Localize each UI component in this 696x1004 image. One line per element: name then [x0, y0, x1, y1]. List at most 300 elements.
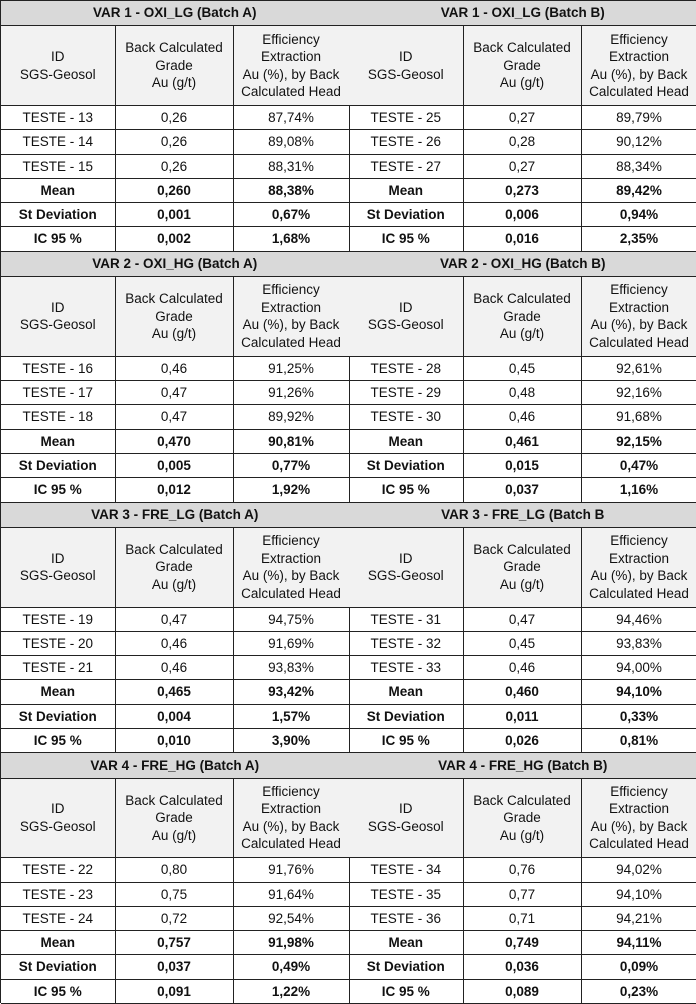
stat-value: 0,260 — [115, 178, 233, 202]
header-line: Back Calculated — [125, 541, 223, 557]
stat-value: 88,38% — [233, 178, 349, 202]
table-title: VAR 1 - OXI_LG (Batch B) — [349, 1, 696, 26]
header-line: Grade — [503, 810, 541, 826]
cell: 0,26 — [115, 130, 233, 154]
table-row — [1, 858, 349, 882]
header-line: Efficiency — [610, 31, 668, 47]
cell: 94,02% — [581, 858, 696, 882]
header-line: Au (g/t) — [151, 75, 197, 91]
table-row — [349, 381, 696, 405]
stat-value: 0,001 — [115, 203, 233, 227]
header-line: Back Calculated — [473, 541, 571, 557]
stat-value: 3,90% — [233, 728, 349, 752]
header-line: SGS-Geosol — [367, 568, 444, 584]
table-row — [349, 405, 696, 429]
cell: TESTE - 19 — [1, 607, 115, 631]
cell: 0,47 — [115, 607, 233, 631]
variant-block — [1, 503, 349, 754]
cell: 0,76 — [463, 858, 581, 882]
table-row — [349, 631, 696, 655]
table-row — [349, 130, 696, 154]
stat-row — [349, 453, 696, 477]
cell: 0,80 — [115, 858, 233, 882]
stat-value: 0,47% — [581, 453, 696, 477]
stat-row — [1, 453, 349, 477]
table-row — [349, 356, 696, 380]
header-line: Calculated Head — [241, 334, 341, 350]
stat-value: 89,42% — [581, 178, 696, 202]
stat-label: St Deviation — [349, 704, 463, 728]
stat-value: 0,81% — [581, 728, 696, 752]
variant-block — [349, 1, 696, 252]
header-line: SGS-Geosol — [19, 818, 96, 834]
cell: TESTE - 36 — [349, 906, 463, 930]
stat-value: 1,16% — [581, 478, 696, 502]
stat-value: 0,09% — [581, 955, 696, 979]
header-line: Au (g/t) — [499, 827, 545, 843]
header-line: Au (%), by Back — [590, 317, 688, 333]
header-id — [349, 778, 463, 858]
cell: 89,79% — [581, 106, 696, 130]
header-efficiency — [233, 778, 349, 858]
stat-label: IC 95 % — [349, 728, 463, 752]
header-line: Au (g/t) — [499, 326, 545, 342]
header-line: Au (g/t) — [499, 75, 545, 91]
cell: TESTE - 18 — [1, 405, 115, 429]
stat-value: 0,465 — [115, 680, 233, 704]
stat-value: 0,460 — [463, 680, 581, 704]
cell: 89,92% — [233, 405, 349, 429]
variant-block — [349, 753, 696, 1004]
table-title: VAR 4 - FRE_HG (Batch A) — [1, 753, 349, 778]
stat-value: 0,470 — [115, 429, 233, 453]
stat-row — [349, 704, 696, 728]
cell: 90,12% — [581, 130, 696, 154]
cell: 0,77 — [463, 882, 581, 906]
cell: 92,16% — [581, 381, 696, 405]
header-line: ID — [51, 801, 65, 817]
cell: 0,46 — [463, 656, 581, 680]
stat-label: St Deviation — [1, 203, 115, 227]
table-row — [1, 130, 349, 154]
stat-value: 0,011 — [463, 704, 581, 728]
header-grade — [463, 778, 581, 858]
stat-row — [349, 429, 696, 453]
stat-value: 94,10% — [581, 680, 696, 704]
stat-row — [349, 178, 696, 202]
table-row — [349, 656, 696, 680]
variant-block — [1, 1, 349, 252]
cell: 88,31% — [233, 154, 349, 178]
stat-label: IC 95 % — [349, 227, 463, 251]
stat-label: St Deviation — [1, 453, 115, 477]
header-line: Back Calculated — [473, 792, 571, 808]
header-line: Efficiency — [610, 783, 668, 799]
stat-row — [1, 979, 349, 1003]
stat-row — [1, 203, 349, 227]
stat-label: Mean — [1, 680, 115, 704]
stat-value: 0,089 — [463, 979, 581, 1003]
cell: TESTE - 27 — [349, 154, 463, 178]
header-line: Grade — [155, 559, 193, 575]
header-line: Grade — [503, 57, 541, 73]
cell: 0,71 — [463, 906, 581, 930]
cell: TESTE - 33 — [349, 656, 463, 680]
header-line: Back Calculated — [473, 291, 571, 307]
cell: 91,68% — [581, 405, 696, 429]
cell: 92,61% — [581, 356, 696, 380]
cell: 0,47 — [463, 607, 581, 631]
header-line: ID — [51, 299, 65, 315]
stat-label: Mean — [1, 178, 115, 202]
cell: 0,46 — [463, 405, 581, 429]
header-line: Extraction — [260, 299, 322, 315]
cell: 94,10% — [581, 882, 696, 906]
stat-label: Mean — [349, 680, 463, 704]
stat-value: 93,42% — [233, 680, 349, 704]
stat-label: IC 95 % — [1, 728, 115, 752]
header-line: Efficiency — [610, 533, 668, 549]
header-line: Grade — [503, 559, 541, 575]
cell: 91,69% — [233, 631, 349, 655]
header-line: Extraction — [260, 550, 322, 566]
cell: TESTE - 20 — [1, 631, 115, 655]
header-line: Back Calculated — [473, 40, 571, 56]
stat-value: 0,67% — [233, 203, 349, 227]
header-line: Grade — [155, 810, 193, 826]
header-line: Calculated Head — [241, 84, 341, 100]
cell: 94,75% — [233, 607, 349, 631]
table-row — [1, 656, 349, 680]
cell: TESTE - 23 — [1, 882, 115, 906]
stat-value: 0,010 — [115, 728, 233, 752]
header-id — [1, 277, 115, 357]
table-row — [1, 882, 349, 906]
cell: 0,47 — [115, 381, 233, 405]
stat-value: 92,15% — [581, 429, 696, 453]
table-row — [1, 405, 349, 429]
cell: 0,26 — [115, 106, 233, 130]
cell: TESTE - 21 — [1, 656, 115, 680]
cell: TESTE - 22 — [1, 858, 115, 882]
stat-value: 1,22% — [233, 979, 349, 1003]
stat-label: Mean — [1, 429, 115, 453]
cell: TESTE - 16 — [1, 356, 115, 380]
header-efficiency — [233, 277, 349, 357]
stat-row — [349, 955, 696, 979]
header-line: ID — [399, 49, 413, 65]
header-line: Calculated Head — [241, 585, 341, 601]
variant-table — [1, 503, 350, 754]
stat-value: 0,77% — [233, 453, 349, 477]
stat-row — [1, 429, 349, 453]
cell: TESTE - 30 — [349, 405, 463, 429]
variant-table — [349, 503, 696, 754]
header-line: Au (g/t) — [151, 326, 197, 342]
header-line: Efficiency — [262, 783, 320, 799]
cell: 91,26% — [233, 381, 349, 405]
stat-value: 0,091 — [115, 979, 233, 1003]
stat-value: 0,037 — [115, 955, 233, 979]
header-line: SGS-Geosol — [19, 317, 96, 333]
header-line: Back Calculated — [125, 291, 223, 307]
variant-block — [1, 252, 349, 503]
header-line: SGS-Geosol — [19, 66, 96, 82]
table-row — [349, 906, 696, 930]
table-row — [1, 106, 349, 130]
stat-value: 1,92% — [233, 478, 349, 502]
cell: 0,45 — [463, 631, 581, 655]
cell: 0,46 — [115, 356, 233, 380]
header-line: SGS-Geosol — [367, 66, 444, 82]
cell: 91,76% — [233, 858, 349, 882]
cell: TESTE - 24 — [1, 906, 115, 930]
stat-row — [1, 478, 349, 502]
stat-label: St Deviation — [349, 453, 463, 477]
table-title: VAR 1 - OXI_LG (Batch A) — [1, 1, 349, 26]
header-grade — [115, 778, 233, 858]
header-efficiency — [581, 527, 696, 607]
table-row — [349, 106, 696, 130]
stat-value: 0,006 — [463, 203, 581, 227]
header-line: Calculated Head — [589, 836, 689, 852]
stat-row — [1, 728, 349, 752]
stat-value: 1,57% — [233, 704, 349, 728]
cell: 0,48 — [463, 381, 581, 405]
stat-row — [1, 178, 349, 202]
cell: TESTE - 14 — [1, 130, 115, 154]
header-line: SGS-Geosol — [367, 818, 444, 834]
cell: 87,74% — [233, 106, 349, 130]
table-row — [1, 154, 349, 178]
stat-row — [1, 680, 349, 704]
variant-table — [349, 1, 696, 252]
variant-block — [1, 753, 349, 1004]
table-title: VAR 2 - OXI_HG (Batch A) — [1, 252, 349, 277]
stat-value: 0,004 — [115, 704, 233, 728]
header-line: Au (%), by Back — [242, 66, 340, 82]
table-row — [349, 882, 696, 906]
header-line: Efficiency — [262, 31, 320, 47]
header-line: ID — [51, 49, 65, 65]
stat-row — [1, 931, 349, 955]
header-line: Au (%), by Back — [590, 818, 688, 834]
stat-value: 0,036 — [463, 955, 581, 979]
cell: 0,72 — [115, 906, 233, 930]
header-id — [1, 527, 115, 607]
table-row — [1, 906, 349, 930]
table-row — [1, 631, 349, 655]
header-line: Extraction — [260, 801, 322, 817]
cell: 89,08% — [233, 130, 349, 154]
stat-label: Mean — [349, 429, 463, 453]
cell: TESTE - 32 — [349, 631, 463, 655]
table-row — [349, 858, 696, 882]
stat-value: 0,002 — [115, 227, 233, 251]
stat-label: Mean — [349, 178, 463, 202]
header-line: Extraction — [609, 550, 670, 566]
header-efficiency — [581, 277, 696, 357]
header-grade — [115, 527, 233, 607]
header-line: ID — [51, 550, 65, 566]
stat-label: IC 95 % — [1, 478, 115, 502]
header-efficiency — [233, 26, 349, 106]
header-efficiency — [581, 26, 696, 106]
header-line: SGS-Geosol — [19, 568, 96, 584]
cell: 91,25% — [233, 356, 349, 380]
header-grade — [115, 26, 233, 106]
header-line: Calculated Head — [241, 836, 341, 852]
cell: 0,46 — [115, 656, 233, 680]
stat-value: 94,11% — [581, 931, 696, 955]
stat-row — [1, 227, 349, 251]
header-id — [349, 527, 463, 607]
stat-value: 1,68% — [233, 227, 349, 251]
cell: 94,46% — [581, 607, 696, 631]
header-line: Au (%), by Back — [242, 818, 340, 834]
header-line: Au (%), by Back — [590, 66, 688, 82]
stat-row — [349, 227, 696, 251]
header-line: ID — [399, 801, 413, 817]
cell: TESTE - 28 — [349, 356, 463, 380]
table-row — [349, 607, 696, 631]
cell: 94,00% — [581, 656, 696, 680]
header-line: ID — [399, 299, 413, 315]
header-line: SGS-Geosol — [367, 317, 444, 333]
stat-label: St Deviation — [349, 203, 463, 227]
cell: TESTE - 13 — [1, 106, 115, 130]
header-line: Extraction — [608, 49, 670, 65]
stat-value: 0,23% — [581, 979, 696, 1003]
variant-table — [349, 252, 696, 503]
header-line: Au (%), by Back — [242, 568, 340, 584]
stat-row — [1, 955, 349, 979]
stat-label: St Deviation — [1, 704, 115, 728]
header-line: Back Calculated — [125, 792, 223, 808]
stat-value: 0,015 — [463, 453, 581, 477]
header-line: Calculated Head — [589, 84, 689, 100]
header-line: Au (g/t) — [151, 576, 197, 592]
cell: 91,64% — [233, 882, 349, 906]
variant-table — [1, 753, 350, 1004]
table-title: VAR 2 - OXI_HG (Batch B) — [349, 252, 696, 277]
variant-table — [1, 252, 350, 503]
stat-row — [349, 931, 696, 955]
header-efficiency — [233, 527, 349, 607]
stat-label: Mean — [349, 931, 463, 955]
cell: 92,54% — [233, 906, 349, 930]
stat-value: 0,33% — [581, 704, 696, 728]
header-line: Au (%), by Back — [590, 568, 688, 584]
stat-value: 0,757 — [115, 931, 233, 955]
table-title: VAR 4 - FRE_HG (Batch B) — [349, 753, 696, 778]
stat-row — [349, 979, 696, 1003]
stat-value: 0,016 — [463, 227, 581, 251]
stat-label: IC 95 % — [349, 478, 463, 502]
table-row — [1, 381, 349, 405]
cell: 0,26 — [115, 154, 233, 178]
stat-row — [349, 478, 696, 502]
header-grade — [463, 527, 581, 607]
header-line: Grade — [503, 308, 541, 324]
stat-value: 91,98% — [233, 931, 349, 955]
header-grade — [463, 26, 581, 106]
stat-value: 0,49% — [233, 955, 349, 979]
cell: 0,27 — [463, 154, 581, 178]
stat-label: St Deviation — [1, 955, 115, 979]
stat-label: St Deviation — [349, 955, 463, 979]
stat-value: 0,749 — [463, 931, 581, 955]
cell: TESTE - 26 — [349, 130, 463, 154]
stat-row — [349, 203, 696, 227]
stat-value: 0,026 — [463, 728, 581, 752]
cell: TESTE - 31 — [349, 607, 463, 631]
stat-value: 0,012 — [115, 478, 233, 502]
cell: 93,83% — [233, 656, 349, 680]
cell: TESTE - 15 — [1, 154, 115, 178]
table-title: VAR 3 - FRE_LG (Batch A) — [1, 503, 349, 528]
stat-value: 0,005 — [115, 453, 233, 477]
header-grade — [463, 277, 581, 357]
header-line: Efficiency — [262, 533, 320, 549]
header-id — [1, 26, 115, 106]
cell: 0,27 — [463, 106, 581, 130]
stat-label: Mean — [1, 931, 115, 955]
header-line: Extraction — [260, 49, 322, 65]
stat-value: 90,81% — [233, 429, 349, 453]
header-line: Grade — [155, 57, 193, 73]
cell: 0,28 — [463, 130, 581, 154]
stat-value: 0,461 — [463, 429, 581, 453]
cell: TESTE - 29 — [349, 381, 463, 405]
cell: 88,34% — [581, 154, 696, 178]
table-row — [349, 154, 696, 178]
header-id — [349, 26, 463, 106]
variant-block — [349, 252, 696, 503]
cell: 0,75 — [115, 882, 233, 906]
header-line: Calculated Head — [589, 334, 689, 350]
stat-value: 0,037 — [463, 478, 581, 502]
cell: 0,47 — [115, 405, 233, 429]
header-line: ID — [399, 550, 413, 566]
stat-value: 0,273 — [463, 178, 581, 202]
header-line: Calculated Head — [589, 585, 689, 601]
header-id — [1, 778, 115, 858]
table-row — [1, 356, 349, 380]
variant-table — [1, 1, 350, 252]
header-line: Efficiency — [262, 282, 320, 298]
header-line: Au (%), by Back — [242, 317, 340, 333]
stat-value: 0,94% — [581, 203, 696, 227]
variant-table — [349, 753, 696, 1004]
table-title: VAR 3 - FRE_LG (Batch B — [349, 503, 696, 528]
stat-label: IC 95 % — [1, 227, 115, 251]
stat-label: IC 95 % — [349, 979, 463, 1003]
cell: 0,45 — [463, 356, 581, 380]
variant-block — [349, 503, 696, 754]
table-row — [1, 607, 349, 631]
header-id — [349, 277, 463, 357]
stat-row — [1, 704, 349, 728]
header-line: Back Calculated — [125, 40, 223, 56]
header-line: Grade — [155, 308, 193, 324]
cell: TESTE - 34 — [349, 858, 463, 882]
cell: TESTE - 25 — [349, 106, 463, 130]
cell: TESTE - 35 — [349, 882, 463, 906]
header-line: Au (g/t) — [151, 827, 197, 843]
header-line: Extraction — [608, 299, 670, 315]
stat-value: 2,35% — [581, 227, 696, 251]
